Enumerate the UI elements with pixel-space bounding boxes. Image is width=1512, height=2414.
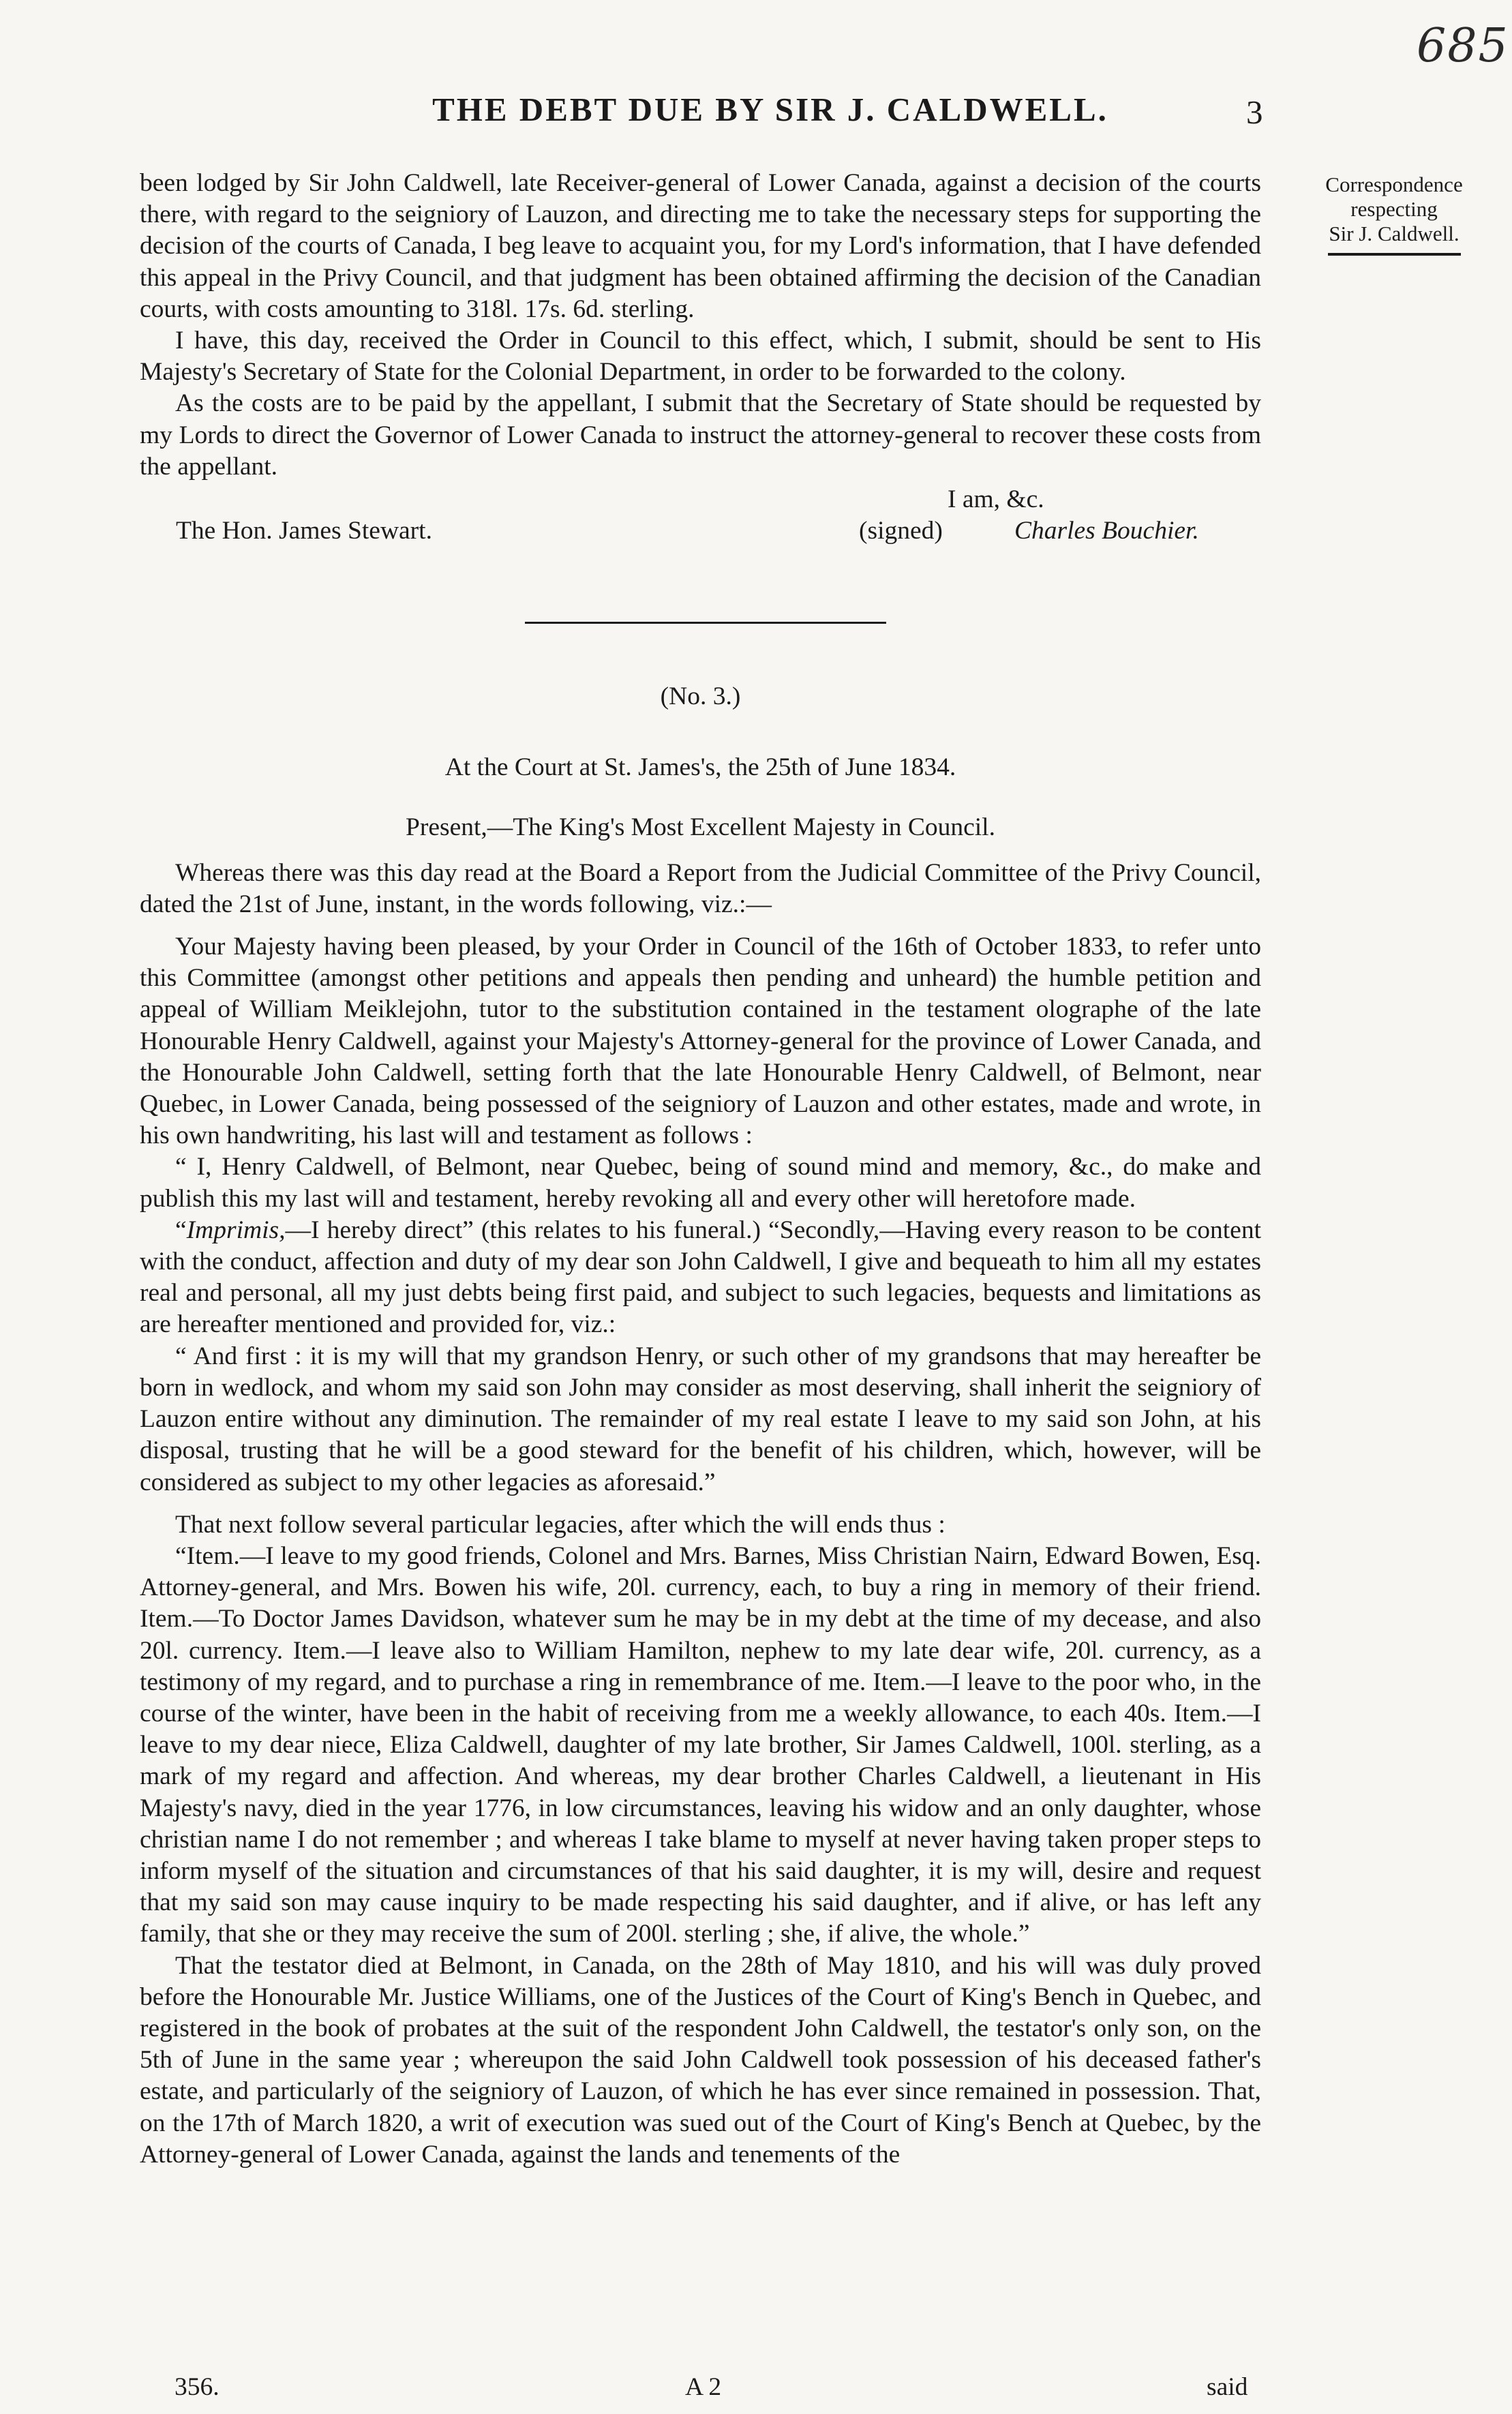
margin-note-line: Sir J. Caldwell. xyxy=(1329,222,1460,245)
report-paragraph: That the testator died at Belmont, in Canada, on the 28th of May 1810, and his will was duly proved before the Honourable Mr. Justice Williams, one of the Justices of the Court of King's Bench in Quebec, and registered in the book of probates at the suit of the respondent John Caldwell, the testator's only son, on the 5th of June in the same year ; whereupon the said John Caldwell took possession of his deceased father's estate, and particularly of the seigniory of Lauzon, of which he has ever since remained in possession. That, on the 17th of March 1820, a writ of execution was sued out of the Court of King's Bench at Quebec, by the Attorney-general of Lower Canada, against the lands and tenements of the xyxy=(140,1951,1261,2169)
footer-sheet-number: 356. xyxy=(175,2373,220,2401)
letter-paragraph: As the costs are to be paid by the appellant, I submit that the Secretary of State should be requested by my Lords to direct the Governor of Lower Canada to instruct the attorney-general to recover these costs from the appellant. xyxy=(140,389,1261,481)
letter-closing: I am, &c. xyxy=(948,485,1044,514)
will-quote-paragraph: “Item.—I leave to my good friends, Colonel and Mrs. Barnes, Miss Christian Nairn, Edward Bowen, Esq. Attorney-general, and Mrs. Bowen his wife, 20l. currency, each, to buy a ring in memory of their friend. Item.—To Doctor James Davidson, whatever sum he may be in my debt at the time of my decease, and also 20l. currency. Item.—I leave also to William Hamilton, nephew to my late dear wife, 20l. currency, as a testimony of my regard, and to purchase a ring in remembrance of me. Item.—I leave to the poor who, in the course of the winter, have been in the habit of receiving from me a weekly allowance, to each 40s. Item.—I leave to my dear niece, Eliza Caldwell, daughter of my late brother, Sir James Caldwell, 100l. sterling, as a mark of my regard and affection. And whereas, my dear brother Charles Caldwell, a lieutenant in His Majesty's navy, died in the year 1776, in low circumstances, leaving his widow and an only daughter, whose christian name I do not remember ; and whereas I take blame to myself at never having taken proper steps to inform myself of the situation and circumstances of that his said daughter, it is my will, desire and request that my said son may cause inquiry to be made respecting his said daughter, and if alive, or has left any family, that she or they may receive the sum of 200l. sterling ; she, if alive, the whole.” xyxy=(140,1541,1261,1948)
margin-note-rule xyxy=(1328,253,1461,256)
court-heading: At the Court at St. James's, the 25th of June 1834. xyxy=(444,753,956,782)
signatory-name: Charles Bouchier. xyxy=(1014,517,1199,545)
report-paragraph: That next follow several particular legacies, after which the will ends thus : xyxy=(175,1510,946,1539)
report-paragraph: Your Majesty having been pleased, by your Order in Council of the 16th of October 1833, to refer unto this Committee (amongst other petitions and appeals then pending and unheard) the humble petition and appeal of William Meiklejohn, tutor to the substitution contained in the testament olographe of the late Honourable Henry Caldwell, against your Majesty's Attorney-general for the province of Lower Canada, and the Honourable John Caldwell, setting forth that the late Honourable Henry Caldwell, of Belmont, near Quebec, in Lower Canada, being possessed of the seigniory of Lauzon and other estates, made and wrote, in his own handwriting, his last will and testament as follows : xyxy=(140,933,1261,1150)
section-divider xyxy=(525,622,886,624)
handwritten-page-number: 685 xyxy=(1417,19,1509,73)
margin-note xyxy=(1292,172,1496,256)
letter-paragraph: I have, this day, received the Order in Council to this effect, which, I submit, should be sent to His Majesty's Secretary of State for the Colonial Department, in order to be forwarded to the colony. xyxy=(140,327,1261,387)
footer-catchword: said xyxy=(1207,2373,1248,2401)
letter-signature-block xyxy=(140,483,1261,545)
page-number: 3 xyxy=(1246,93,1263,131)
margin-note-line: Correspondence xyxy=(1325,172,1463,196)
order-paragraph: Whereas there was this day read at the Board a Report from the Judicial Committee of the Privy Council, dated the 21st of June, instant, in the words following, viz.:— xyxy=(140,858,1261,918)
document-number: (No. 3.) xyxy=(660,682,741,711)
letter-addressee: The Hon. James Stewart. xyxy=(176,517,432,545)
running-head: THE DEBT DUE BY SIR J. CALDWELL. xyxy=(432,91,1108,128)
will-quote-paragraph: “ I, Henry Caldwell, of Belmont, near Quebec, being of sound mind and memory, &c., do make and publish this my last will and testament, hereby revoking all and every other will heretofore made. xyxy=(140,1153,1261,1213)
footer-signature-mark: A 2 xyxy=(685,2373,722,2401)
imprimis-word: Imprimis, xyxy=(186,1216,286,1244)
will-quote-paragraph: “ And first : it is my will that my grandson Henry, or such other of my grandsons that may hereafter be born in wedlock, and whom my said son John may consider as most deserving, shall inherit the seigniory of Lauzon entire without any diminution. The remainder of my real estate I leave to my said son John, at his disposal, trusting that he will be a good steward for the benefit of his children, which, however, will be considered as subject to my other legacies as aforesaid.” xyxy=(140,1342,1261,1496)
page-body xyxy=(140,168,1261,2171)
signed-label: (signed) xyxy=(859,517,943,545)
will-quote-paragraph: “Imprimis,—I hereby direct” (this relates to his funeral.) “Secondly,—Having every reason to be content with the conduct, affection and duty of my dear son John Caldwell, I give and bequeath to him all my estates real and personal, all my just debts being first paid, and subject to such legacies, bequests and limitations as are hereafter mentioned and provided for, viz.: xyxy=(140,1216,1261,1339)
margin-note-line: respecting xyxy=(1350,197,1438,221)
present-heading: Present,—The King's Most Excellent Majesty in Council. xyxy=(406,813,995,842)
will-quote-text: —I hereby direct” (this relates to his funeral.) “Secondly,—Having every reason to be content with the conduct, affection and duty of my dear son John Caldwell, I give and bequeath to him all my estates real and personal, all my just debts being first paid, and subject to such legacies, bequests and limitations as are hereafter mentioned and provided for, viz.: xyxy=(140,1216,1261,1339)
letter-paragraph: been lodged by Sir John Caldwell, late Receiver-general of Lower Canada, against a decision of the courts there, with regard to the seigniory of Lauzon, and directing me to take the necessary steps for supporting the decision of the courts of Canada, I beg leave to acquaint you, for my Lord's information, that I have defended this appeal in the Privy Council, and that judgment has been obtained affirming the decision of the Canadian courts, with costs amounting to 318l. 17s. 6d. sterling. xyxy=(140,169,1261,323)
